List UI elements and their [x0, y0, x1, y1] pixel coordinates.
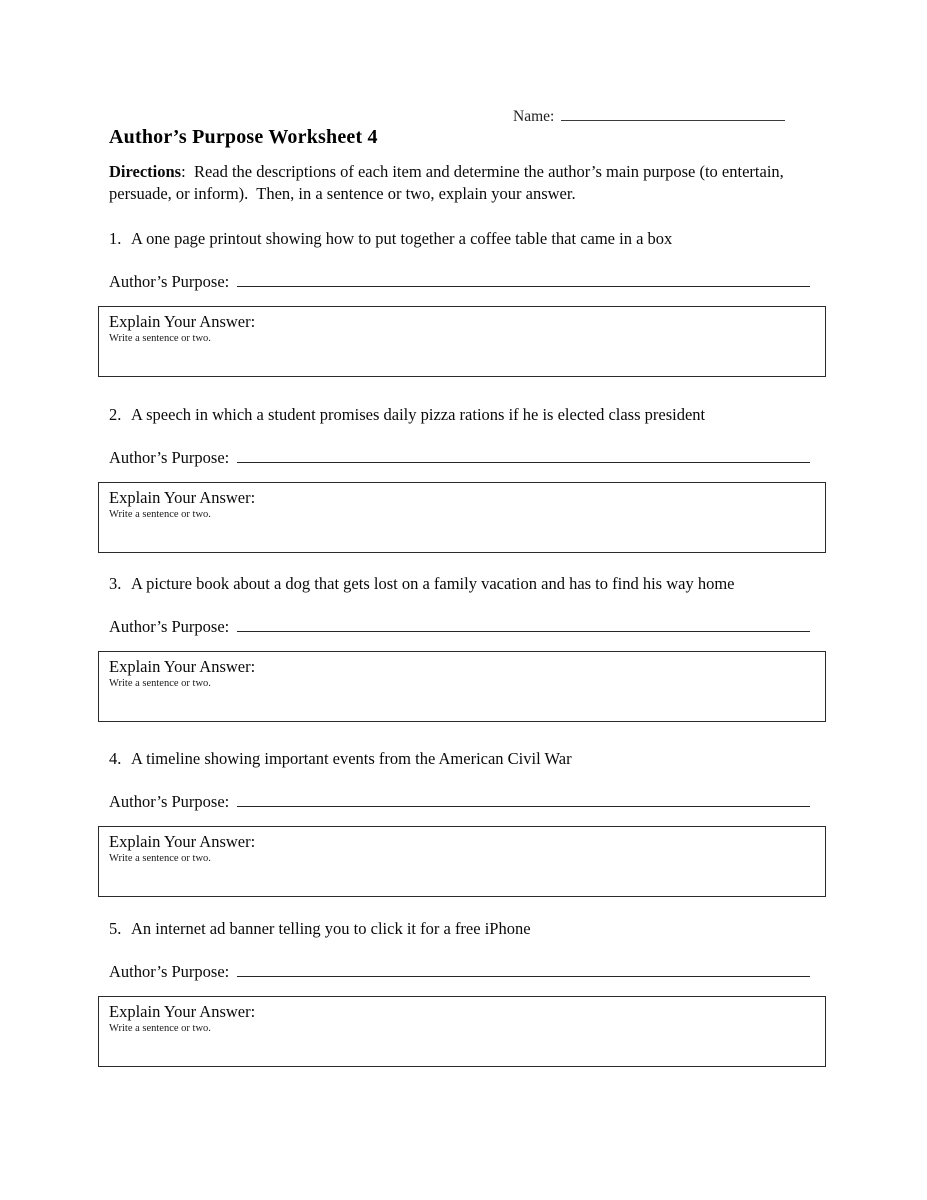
- item-description: A timeline showing important events from the American Civil War: [131, 749, 572, 768]
- explain-answer-box[interactable]: [98, 826, 826, 897]
- item-number: 2.: [109, 405, 122, 424]
- explain-answer-hint: Write a sentence or two.: [109, 853, 211, 864]
- authors-purpose-label: Author’s Purpose:: [109, 617, 230, 636]
- directions-text: : Read the descriptions of each item and determine the author’s main purpose (to entertain, persuade, or inform). Then, in a sentence or two, explain your answer.: [109, 162, 788, 203]
- explain-answer-box[interactable]: [98, 482, 826, 553]
- explain-answer-label: Explain Your Answer:: [109, 832, 256, 851]
- explain-answer-hint: Write a sentence or two.: [109, 678, 211, 689]
- name-label: Name:: [513, 108, 555, 125]
- worksheet-item-1: [0, 228, 927, 404]
- explain-answer-label: Explain Your Answer:: [109, 657, 256, 676]
- item-number: 3.: [109, 574, 122, 593]
- item-number: 4.: [109, 749, 122, 768]
- explain-answer-hint: Write a sentence or two.: [109, 509, 211, 520]
- item-number: 1.: [109, 229, 122, 248]
- authors-purpose-blank-line[interactable]: [237, 791, 810, 807]
- authors-purpose-blank-line[interactable]: [237, 961, 810, 977]
- item-description: A one page printout showing how to put together a coffee table that came in a box: [131, 229, 673, 248]
- explain-answer-label: Explain Your Answer:: [109, 488, 256, 507]
- authors-purpose-label: Author’s Purpose:: [109, 962, 230, 981]
- explain-answer-box[interactable]: [98, 651, 826, 722]
- item-description-row: [109, 404, 909, 425]
- worksheet-item-5: [0, 918, 927, 1094]
- worksheet-item-2: [0, 404, 927, 580]
- item-description-row: [109, 228, 909, 249]
- authors-purpose-row: [109, 616, 810, 637]
- item-description-row: [109, 918, 909, 939]
- explain-answer-box[interactable]: [98, 996, 826, 1067]
- authors-purpose-label: Author’s Purpose:: [109, 792, 230, 811]
- directions: [109, 161, 793, 204]
- worksheet-item-4: [0, 748, 927, 924]
- authors-purpose-blank-line[interactable]: [237, 616, 810, 632]
- explain-answer-box[interactable]: [98, 306, 826, 377]
- item-description: A speech in which a student promises daily pizza rations if he is elected class president: [131, 405, 706, 424]
- explain-answer-hint: Write a sentence or two.: [109, 1023, 211, 1034]
- authors-purpose-row: [109, 271, 810, 292]
- authors-purpose-blank-line[interactable]: [237, 447, 810, 463]
- item-description: An internet ad banner telling you to click it for a free iPhone: [131, 919, 531, 938]
- explain-answer-label: Explain Your Answer:: [109, 1002, 256, 1021]
- name-blank-line[interactable]: [561, 106, 785, 121]
- item-description: A picture book about a dog that gets lost on a family vacation and has to find his way home: [131, 574, 735, 593]
- name-row: [513, 106, 785, 126]
- worksheet-item-3: [0, 573, 927, 749]
- explain-answer-label: Explain Your Answer:: [109, 312, 256, 331]
- authors-purpose-row: [109, 961, 810, 982]
- item-description-row: [109, 748, 909, 769]
- page-title: Author’s Purpose Worksheet 4: [109, 126, 378, 148]
- item-number: 5.: [109, 919, 122, 938]
- directions-label: Directions: [109, 162, 182, 181]
- authors-purpose-label: Author’s Purpose:: [109, 272, 230, 291]
- item-description-row: [109, 573, 909, 594]
- explain-answer-hint: Write a sentence or two.: [109, 333, 211, 344]
- authors-purpose-row: [109, 447, 810, 468]
- authors-purpose-label: Author’s Purpose:: [109, 448, 230, 467]
- authors-purpose-blank-line[interactable]: [237, 271, 810, 287]
- authors-purpose-row: [109, 791, 810, 812]
